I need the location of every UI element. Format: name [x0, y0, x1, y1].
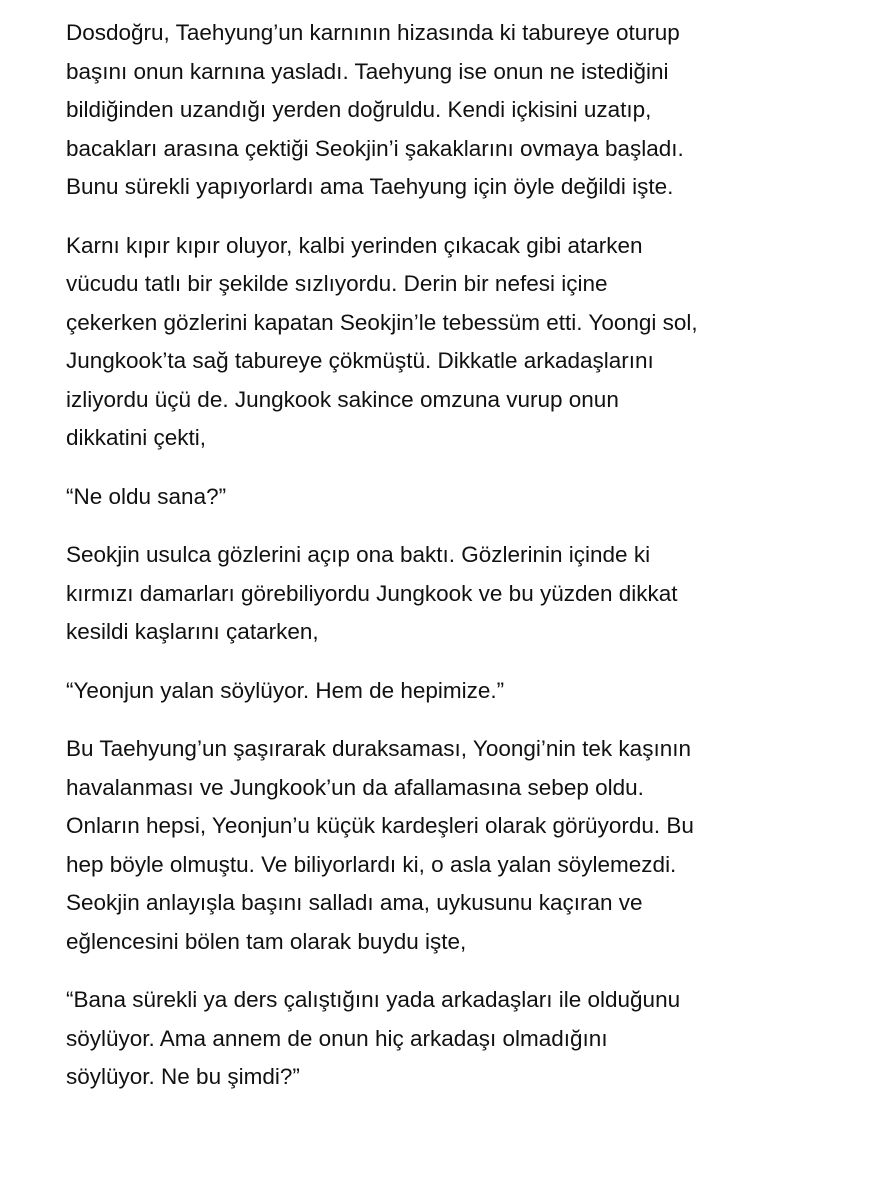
text-line: bildiğinden uzandığı yerden doğruldu. Kendi içkisini uzatıp, [66, 97, 652, 122]
text-line: “Yeonjun yalan söylüyor. Hem de hepimize.” [66, 677, 505, 703]
text-line: Dosdoğru, Taehyung’un karnının hizasında ki tabureye oturup [66, 20, 680, 45]
paragraph [66, 227, 842, 458]
paragraph [66, 536, 842, 652]
paragraph [66, 14, 842, 207]
text-line: Seokjin usulca gözlerini açıp ona baktı. Gözlerinin içinde ki [66, 542, 651, 567]
text-line: havalanması ve Jungkook’un da afallamasına sebep oldu. [66, 774, 644, 800]
text-line: kırmızı damarları görebiliyordu Jungkook ve bu yüzden dikkat [66, 580, 678, 606]
text-line: izliyordu üçü de. Jungkook sakince omzuna vurup onun [66, 386, 619, 412]
text-line: dikkatini çekti, [66, 425, 207, 450]
paragraph [66, 730, 842, 961]
text-line: bacakları arasına çektiği Seokjin’i şakaklarını ovmaya başladı. [66, 135, 684, 161]
text-line: eğlencesini bölen tam olarak buydu işte, [66, 928, 467, 954]
text-line: vücudu tatlı bir şekilde sızlıyordu. Derin bir nefesi içine [66, 271, 608, 296]
text-line: “Ne oldu sana?” [66, 483, 227, 509]
text-line: çekerken gözlerini kapatan Seokjin’le tebessüm etti. Yoongi sol, [66, 309, 698, 335]
text-line: Bunu sürekli yapıyorlardı ama Taehyung için öyle değildi işte. [66, 174, 674, 199]
text-line: başını onun karnına yasladı. Taehyung ise onun ne istediğini [66, 58, 669, 84]
dialogue-paragraph [66, 672, 842, 711]
text-line: “Bana sürekli ya ders çalıştığını yada arkadaşları ile olduğunu [66, 987, 681, 1012]
text-line: Bu Taehyung’un şaşırarak duraksaması, Yoongi’nin tek kaşının [66, 736, 691, 761]
text-line: Seokjin anlayışla başını salladı ama, uykusunu kaçıran ve [66, 890, 643, 915]
dialogue-paragraph [66, 478, 842, 517]
text-line: Onların hepsi, Yeonjun’u küçük kardeşleri olarak görüyordu. Bu [66, 813, 694, 838]
text-line: Karnı kıpır kıpır oluyor, kalbi yerinden çıkacak gibi atarken [66, 232, 643, 258]
dialogue-paragraph [66, 981, 842, 1097]
text-line: kesildi kaşlarını çatarken, [66, 619, 319, 644]
text-line: söylüyor. Ne bu şimdi?” [66, 1064, 300, 1089]
text-line: söylüyor. Ama annem de onun hiç arkadaşı olmadığını [66, 1025, 608, 1051]
text-line: Jungkook’ta sağ tabureye çökmüştü. Dikkatle arkadaşlarını [66, 348, 654, 373]
text-line: hep böyle olmuştu. Ve biliyorlardı ki, o asla yalan söylemezdi. [66, 851, 677, 877]
